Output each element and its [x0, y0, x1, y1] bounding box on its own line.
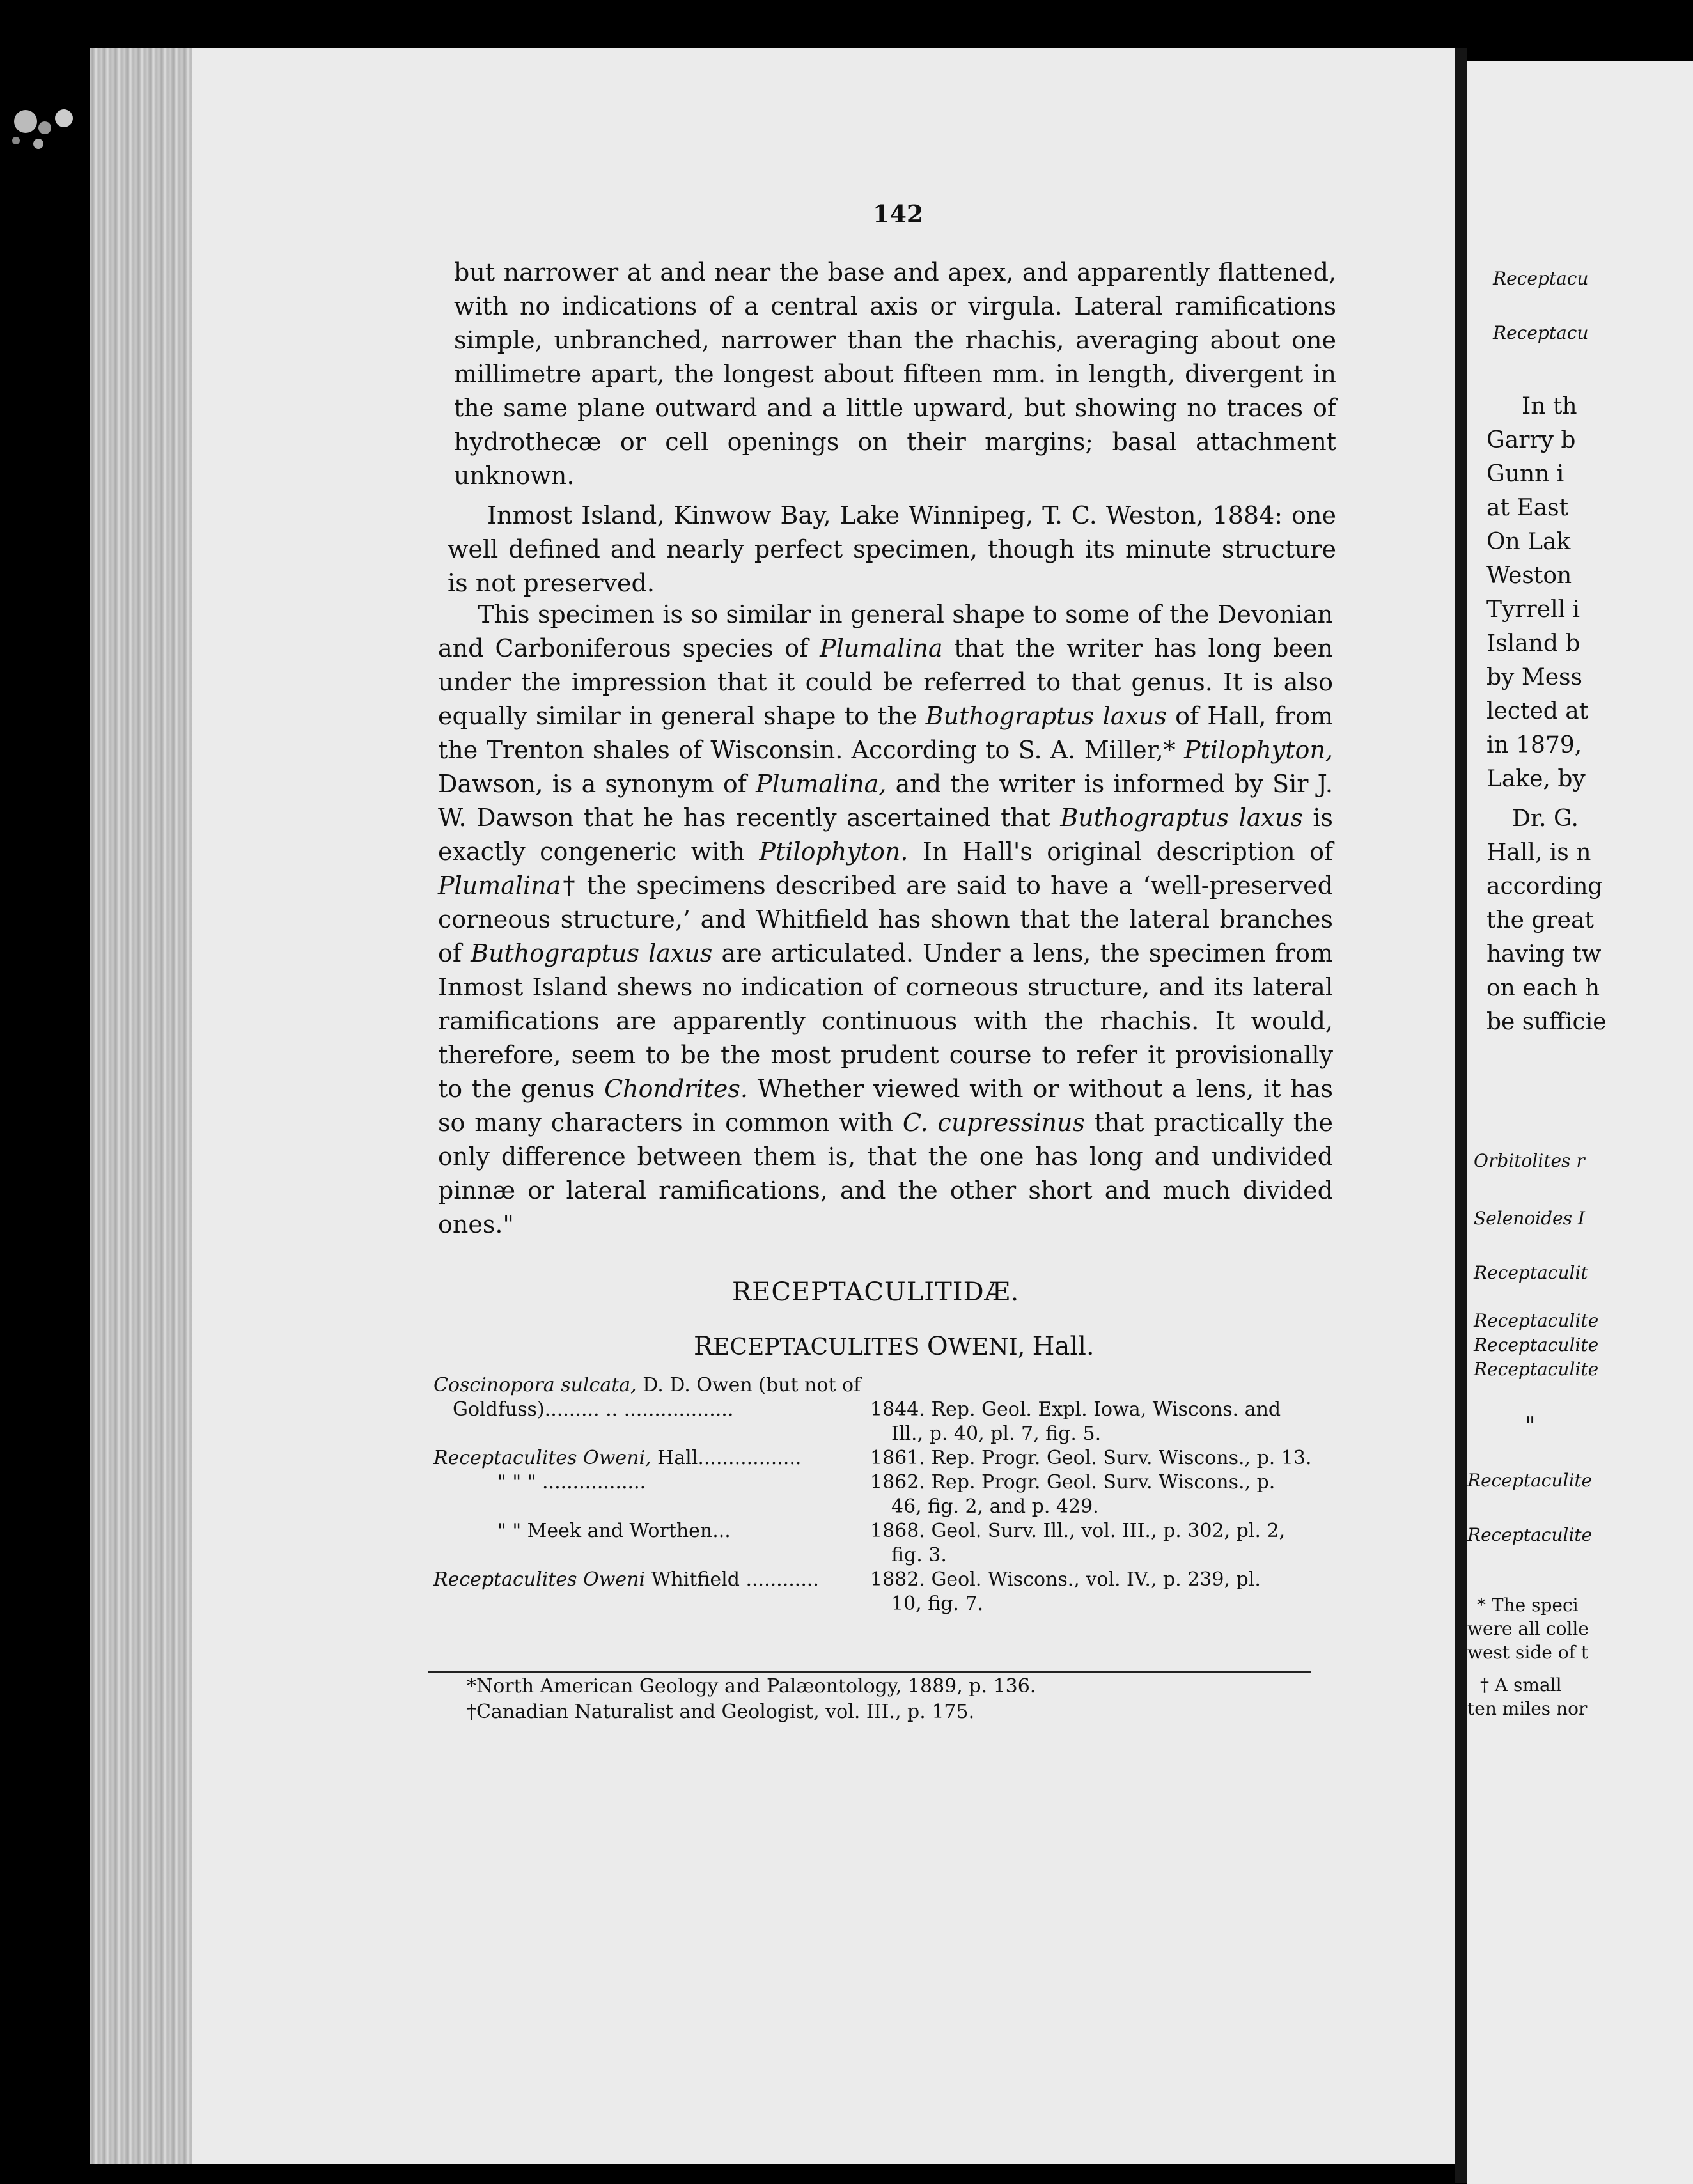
italic-taxon: Plumalina [438, 871, 561, 900]
italic-taxon: Buthograptus laxus [1060, 804, 1303, 832]
synonymy-author: " " " ................. [497, 1471, 646, 1494]
right-page-fragment: lected at [1486, 698, 1589, 724]
species-heading: RECEPTACULITES OWENI, Hall. [694, 1332, 1095, 1361]
right-page-fragment: west side of t [1467, 1642, 1589, 1663]
footnote-rule [428, 1671, 1311, 1673]
right-page-fragment: " [1525, 1413, 1536, 1439]
footnote-1: *North American Geology and Palæontology, 1889, p. 136. [467, 1675, 1036, 1697]
synonymy-author: D. D. Owen (but not of [636, 1374, 861, 1396]
text-run: This specimen is so similar in general shape to some of the Devonian and Carboniferous species of [438, 600, 1333, 662]
synonymy-year: 1868. [870, 1520, 925, 1542]
right-page-fragment: Selenoides I [1474, 1208, 1585, 1229]
paragraph-description: but narrower at and near the base and apex, and apparently flattened, with no indications of a central axis or virgula. Lateral ramifications simple, unbranched, narrower than the rhachis, averaging about one millimetre apart, the longest about fifteen mm. in length, divergent in the same plane outward and a little upward, but showing no traces of hydrothecæ or cell openings on their margins; basal attachment unknown. [454, 258, 1336, 490]
synonymy-taxon: Receptaculites Oweni, [433, 1447, 651, 1469]
right-page-fragment: Weston [1486, 563, 1572, 589]
section-heading: RECEPTACULITIDÆ. [732, 1277, 1020, 1307]
synonymy-name [453, 1398, 733, 1422]
synonymy-author: Goldfuss)......... .. .................. [453, 1398, 734, 1421]
right-page-fragment: Hall, is n [1486, 839, 1591, 866]
right-page-fragment: Receptaculite [1467, 1470, 1593, 1491]
text-run: Dawson, is a synonym of [438, 770, 756, 798]
right-page-fragment: Island b [1486, 630, 1580, 657]
synonymy-year: 1882. [870, 1568, 925, 1591]
text-run: of Hall, from the Trenton shales of Wisconsin. According to S. A. Miller,* [438, 702, 1333, 764]
synonymy-taxon: Coscinopora sulcata, [433, 1374, 637, 1396]
synonymy-name [433, 1373, 861, 1398]
synonymy-citation: Ill., p. 40, pl. 7, fig. 5. [891, 1423, 1102, 1445]
right-page-fragment: the great [1486, 907, 1594, 933]
text-run: is exactly congeneric with [438, 804, 1334, 866]
synonymy-citation: Geol. Surv. Ill., vol. III., p. 302, pl. 2, [931, 1520, 1286, 1542]
synonymy-citation: Rep. Geol. Expl. Iowa, Wiscons. and [931, 1398, 1281, 1421]
synonymy-reference [891, 1592, 983, 1616]
italic-taxon: Ptilophyton. [759, 838, 909, 866]
ink-stain [0, 83, 90, 173]
synonymy-citation: Rep. Progr. Geol. Surv. Wiscons., p. [931, 1471, 1276, 1494]
synonymy-name [433, 1568, 819, 1592]
right-page-fragment: * The speci [1477, 1595, 1579, 1616]
text-run: that the writer has long been under the impression that it could be referred to that genus. It is also equally similar in general shape to the [438, 634, 1333, 730]
right-page-fragment: ten miles nor [1467, 1698, 1588, 1719]
synonymy-reference [870, 1519, 1285, 1543]
right-page-fragment: in 1879, [1486, 732, 1582, 758]
right-page-fragment: according [1486, 873, 1603, 900]
synonymy-author: Whitfield ............ [645, 1568, 819, 1591]
synonymy-reference [870, 1446, 1312, 1470]
synonymy-citation: 46, fig. 2, and p. 429. [891, 1495, 1099, 1518]
text-run: are articulated. Under a lens, the specimen from Inmost Island shews no indication of corneous structure, and its lateral ramifications are apparently continuous with the rhachis. It would, therefore, seem to be the most prudent course to refer it provisionally to the genus [438, 939, 1334, 1103]
text-run: In Hall's original description of [908, 838, 1334, 866]
italic-taxon: Ptilophyton, [1184, 736, 1333, 764]
synonymy-year: 1844. [870, 1398, 925, 1421]
italic-taxon: Plumalina, [756, 770, 887, 798]
text-run: that practically the only difference between them is, that the one has long and undivided pinnæ or lateral ramifications, and the other short and much divided ones." [438, 1109, 1334, 1238]
right-page-fragment: be sufficie [1486, 1009, 1607, 1035]
right-page-fragment: Receptaculite [1467, 1524, 1593, 1545]
synonymy-name [433, 1446, 801, 1470]
synonymy-citation: fig. 3. [891, 1544, 947, 1566]
text-run: † the specimens described are said to have a ‘well-preserved corneous structure,’ and Whitfield has shown that the lateral branches of [438, 871, 1333, 967]
right-page-fragment: were all colle [1467, 1618, 1589, 1639]
synonymy-reference [891, 1495, 1099, 1519]
paragraph-locality: Inmost Island, Kinwow Bay, Lake Winnipeg, T. C. Weston, 1884: one well defined and nearly perfect specimen, though its minute structure is not preserved. [448, 501, 1336, 597]
right-page-fragment: Garry b [1486, 427, 1576, 453]
right-page-fragment: at East [1486, 495, 1569, 521]
synonymy-year: 1862. [870, 1471, 925, 1494]
right-page-fragment: In th [1522, 393, 1577, 419]
right-page-fragment: Receptaculite [1474, 1359, 1599, 1380]
italic-taxon: C. cupressinus [902, 1109, 1085, 1137]
right-page [1467, 61, 1693, 2184]
synonymy-name [497, 1470, 646, 1495]
text-run: and the writer is informed by Sir J. W. Dawson that he has recently ascertained that [438, 770, 1333, 832]
paragraph-discussion [438, 598, 1333, 1242]
synonymy-reference [891, 1543, 947, 1568]
right-page-fragment: Receptaculite [1474, 1334, 1599, 1355]
italic-taxon: Buthograptus laxus [471, 939, 713, 967]
synonymy-name [497, 1519, 731, 1543]
right-page-fragment: Gunn i [1486, 461, 1564, 487]
right-page-fragment: Receptaculite [1474, 1310, 1599, 1331]
text-run: Whether viewed with or without a lens, it has so many characters in common with [438, 1075, 1333, 1137]
italic-taxon: Buthograptus laxus [925, 702, 1167, 730]
right-page-fragment: Lake, by [1486, 766, 1586, 792]
right-page-fragment: Dr. G. [1512, 806, 1579, 832]
italic-taxon: Chondrites. [604, 1075, 748, 1103]
gutter-shadow [1455, 48, 1467, 2183]
right-page-fragment: on each h [1486, 975, 1600, 1001]
right-page-fragment: having tw [1486, 941, 1602, 967]
synonymy-year: 1861. [870, 1447, 925, 1469]
synonymy-reference [870, 1568, 1261, 1592]
italic-taxon: Plumalina [820, 634, 943, 662]
synonymy-citation: Geol. Wiscons., vol. IV., p. 239, pl. [931, 1568, 1261, 1591]
synonymy-taxon: Receptaculites Oweni [433, 1568, 646, 1591]
synonymy-author: Hall................. [651, 1447, 802, 1469]
page-number: 142 [873, 199, 924, 228]
right-page-fragment: Receptaculit [1474, 1262, 1588, 1283]
right-page-fragment: Receptacu [1493, 268, 1589, 289]
page-edges [90, 48, 192, 2164]
right-page-fragment: Tyrrell i [1486, 597, 1580, 623]
synonymy-reference [870, 1398, 1281, 1422]
synonymy-citation: Rep. Progr. Geol. Surv. Wiscons., p. 13. [931, 1447, 1312, 1469]
right-page-fragment: Orbitolites r [1474, 1150, 1585, 1171]
synonymy-author: " " Meek and Worthen... [497, 1520, 731, 1542]
right-page-fragment: † A small [1480, 1674, 1562, 1696]
right-page-fragment: by Mess [1486, 664, 1582, 690]
right-page-fragment: Receptacu [1493, 322, 1589, 343]
synonymy-citation: 10, fig. 7. [891, 1593, 984, 1615]
synonymy-reference [891, 1422, 1101, 1446]
footnote-2: †Canadian Naturalist and Geologist, vol. III., p. 175. [467, 1701, 975, 1723]
right-page-fragment: On Lak [1486, 529, 1571, 555]
synonymy-reference [870, 1470, 1275, 1495]
